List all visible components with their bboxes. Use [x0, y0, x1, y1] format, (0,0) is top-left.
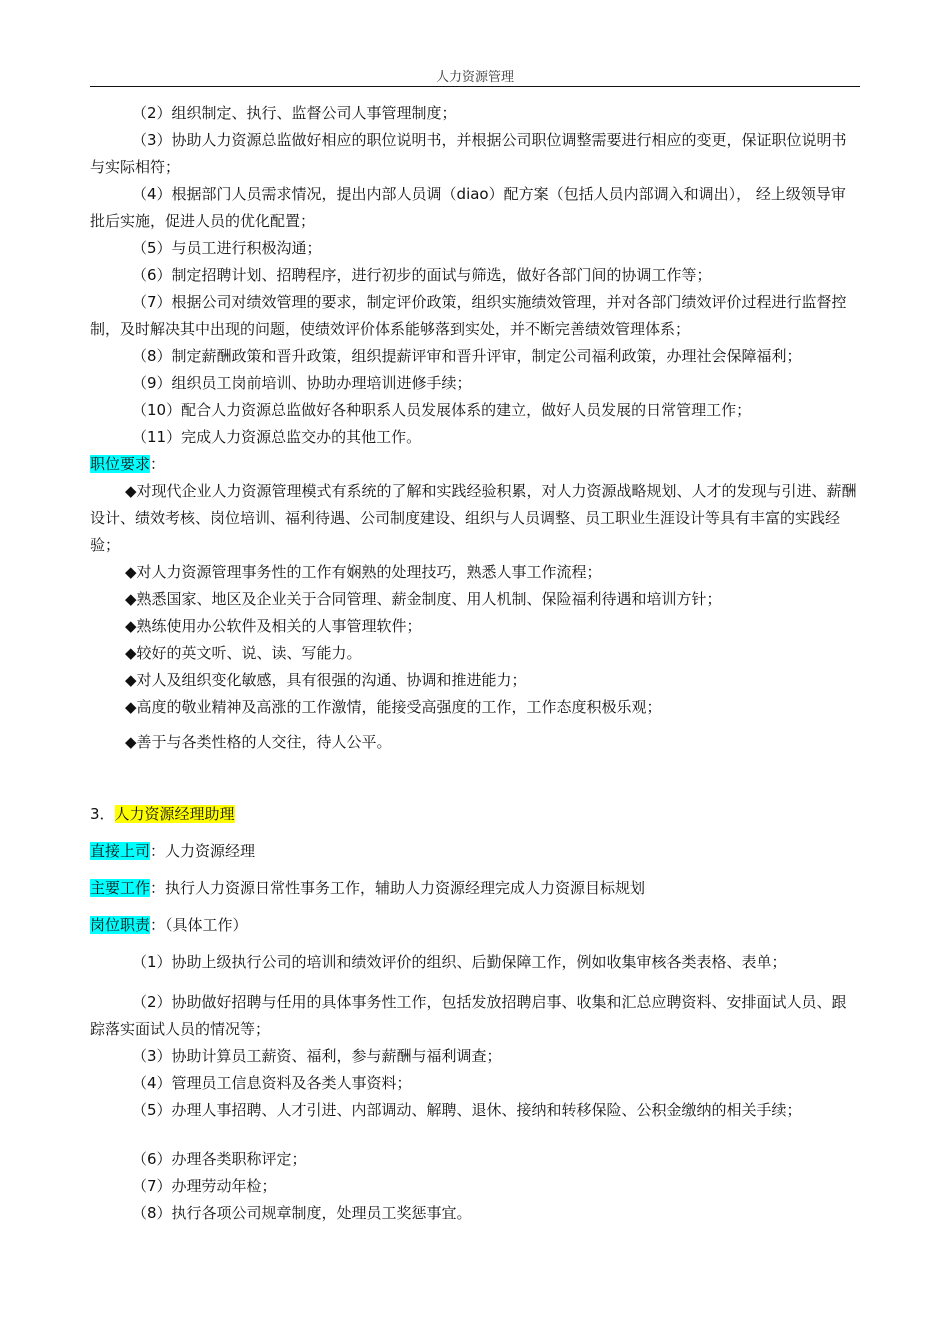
section-number: 3． — [90, 805, 115, 823]
page-header: 人力资源管理 — [90, 66, 860, 87]
requirement-item: ◆对人力资源管理事务性的工作有娴熟的处理技巧，熟悉人事工作流程； — [125, 563, 602, 581]
duty-item: （3）协助计算员工薪资、福利，参与薪酬与福利调查； — [132, 1047, 502, 1065]
requirement-item: ◆较好的英文听、说、读、写能力。 — [125, 644, 362, 662]
duty-item: （8）执行各项公司规章制度，处理员工奖惩事宜。 — [132, 1204, 472, 1222]
requirement-item: ◆高度的敬业精神及高涨的工作激情，能接受高强度的工作，工作态度积极乐观； — [125, 698, 662, 716]
duty-item: （5）办理人事招聘、人才引进、内部调动、解聘、退休、接纳和转移保险、公积金缴纳的相关手续； — [132, 1101, 802, 1119]
requirements-label: 职位要求 — [90, 455, 151, 473]
requirement-item: ◆对现代企业人力资源管理模式有系统的了解和实践经验积累，对人力资源战略规划、人才的发现与引进、薪酬设计、绩效考核、岗位培训、福利待遇、公司制度建设、组织与人员调整、员工职业生涯设计等具有丰富的实践经验； — [90, 482, 857, 554]
superior-label: 直接上司 — [90, 842, 151, 860]
section-title: 人力资源经理助理 — [114, 805, 235, 823]
duty-item: （7）根据公司对绩效管理的要求，制定评价政策，组织实施绩效管理，并对各部门绩效评价过程进行监督控制，及时解决其中出现的问题，使绩效评价体系能够落到实处，并不断完善绩效管理体系； — [90, 293, 847, 338]
duty-line — [90, 907, 860, 944]
requirements-heading — [90, 451, 860, 478]
requirement-item: ◆熟悉国家、地区及企业关于合同管理、薪金制度、用人机制、保险福利待遇和培训方针； — [125, 590, 722, 608]
duty-item: （4）管理员工信息资料及各类人事资料； — [132, 1074, 412, 1092]
main-work-label: 主要工作 — [90, 879, 151, 897]
duty-item: （11）完成人力资源总监交办的其他工作。 — [132, 428, 422, 446]
requirement-item: ◆善于与各类性格的人交往，待人公平。 — [125, 733, 392, 751]
section-heading — [90, 796, 860, 833]
duty-item: （1）协助上级执行公司的培训和绩效评价的组织、后勤保障工作，例如收集审核各类表格、表单； — [132, 953, 787, 971]
duty-item: （6）办理各类职称评定； — [132, 1150, 307, 1168]
duty-label: 岗位职责 — [90, 916, 151, 934]
requirement-item: ◆熟练使用办公软件及相关的人事管理软件； — [125, 617, 422, 635]
duty-item: （9）组织员工岗前培训、协助办理培训进修手续； — [132, 374, 472, 392]
duty-item: （4）根据部门人员需求情况，提出内部人员调（diao）配方案（包括人员内部调入和调出）， 经上级领导审批后实施，促进人员的优化配置； — [90, 185, 846, 230]
superior-line — [90, 833, 860, 870]
duty-item: （8）制定薪酬政策和晋升政策，组织提薪评审和晋升评审，制定公司福利政策，办理社会保障福利； — [132, 347, 802, 365]
requirement-item: ◆对人及组织变化敏感，具有很强的沟通、协调和推进能力； — [125, 671, 527, 689]
duty-item: （7）办理劳动年检； — [132, 1177, 277, 1195]
duty-item: （2）协助做好招聘与任用的具体事务性工作，包括发放招聘启事、收集和汇总应聘资料、安排面试人员、跟踪落实面试人员的情况等； — [90, 993, 847, 1038]
duty-item: （5）与员工进行积极沟通； — [132, 239, 322, 257]
requirements-colon: ： — [150, 455, 166, 473]
main-work-line — [90, 870, 860, 907]
duty-item: （2）组织制定、执行、监督公司人事管理制度； — [132, 104, 457, 122]
duty-value: ：（具体工作） — [150, 916, 248, 934]
main-work-value: ：执行人力资源日常性事务工作，辅助人力资源经理完成人力资源目标规划 — [150, 879, 646, 897]
duty-item: （6）制定招聘计划、招聘程序，进行初步的面试与筛选，做好各部门间的协调工作等； — [132, 266, 712, 284]
duty-item: （3）协助人力资源总监做好相应的职位说明书，并根据公司职位调整需要进行相应的变更，保证职位说明书与实际相符； — [90, 131, 847, 176]
duty-item: （10）配合人力资源总监做好各种职系人员发展体系的建立，做好人员发展的日常管理工作； — [132, 401, 752, 419]
document-body — [90, 100, 860, 1227]
superior-value: ：人力资源经理 — [150, 842, 256, 860]
